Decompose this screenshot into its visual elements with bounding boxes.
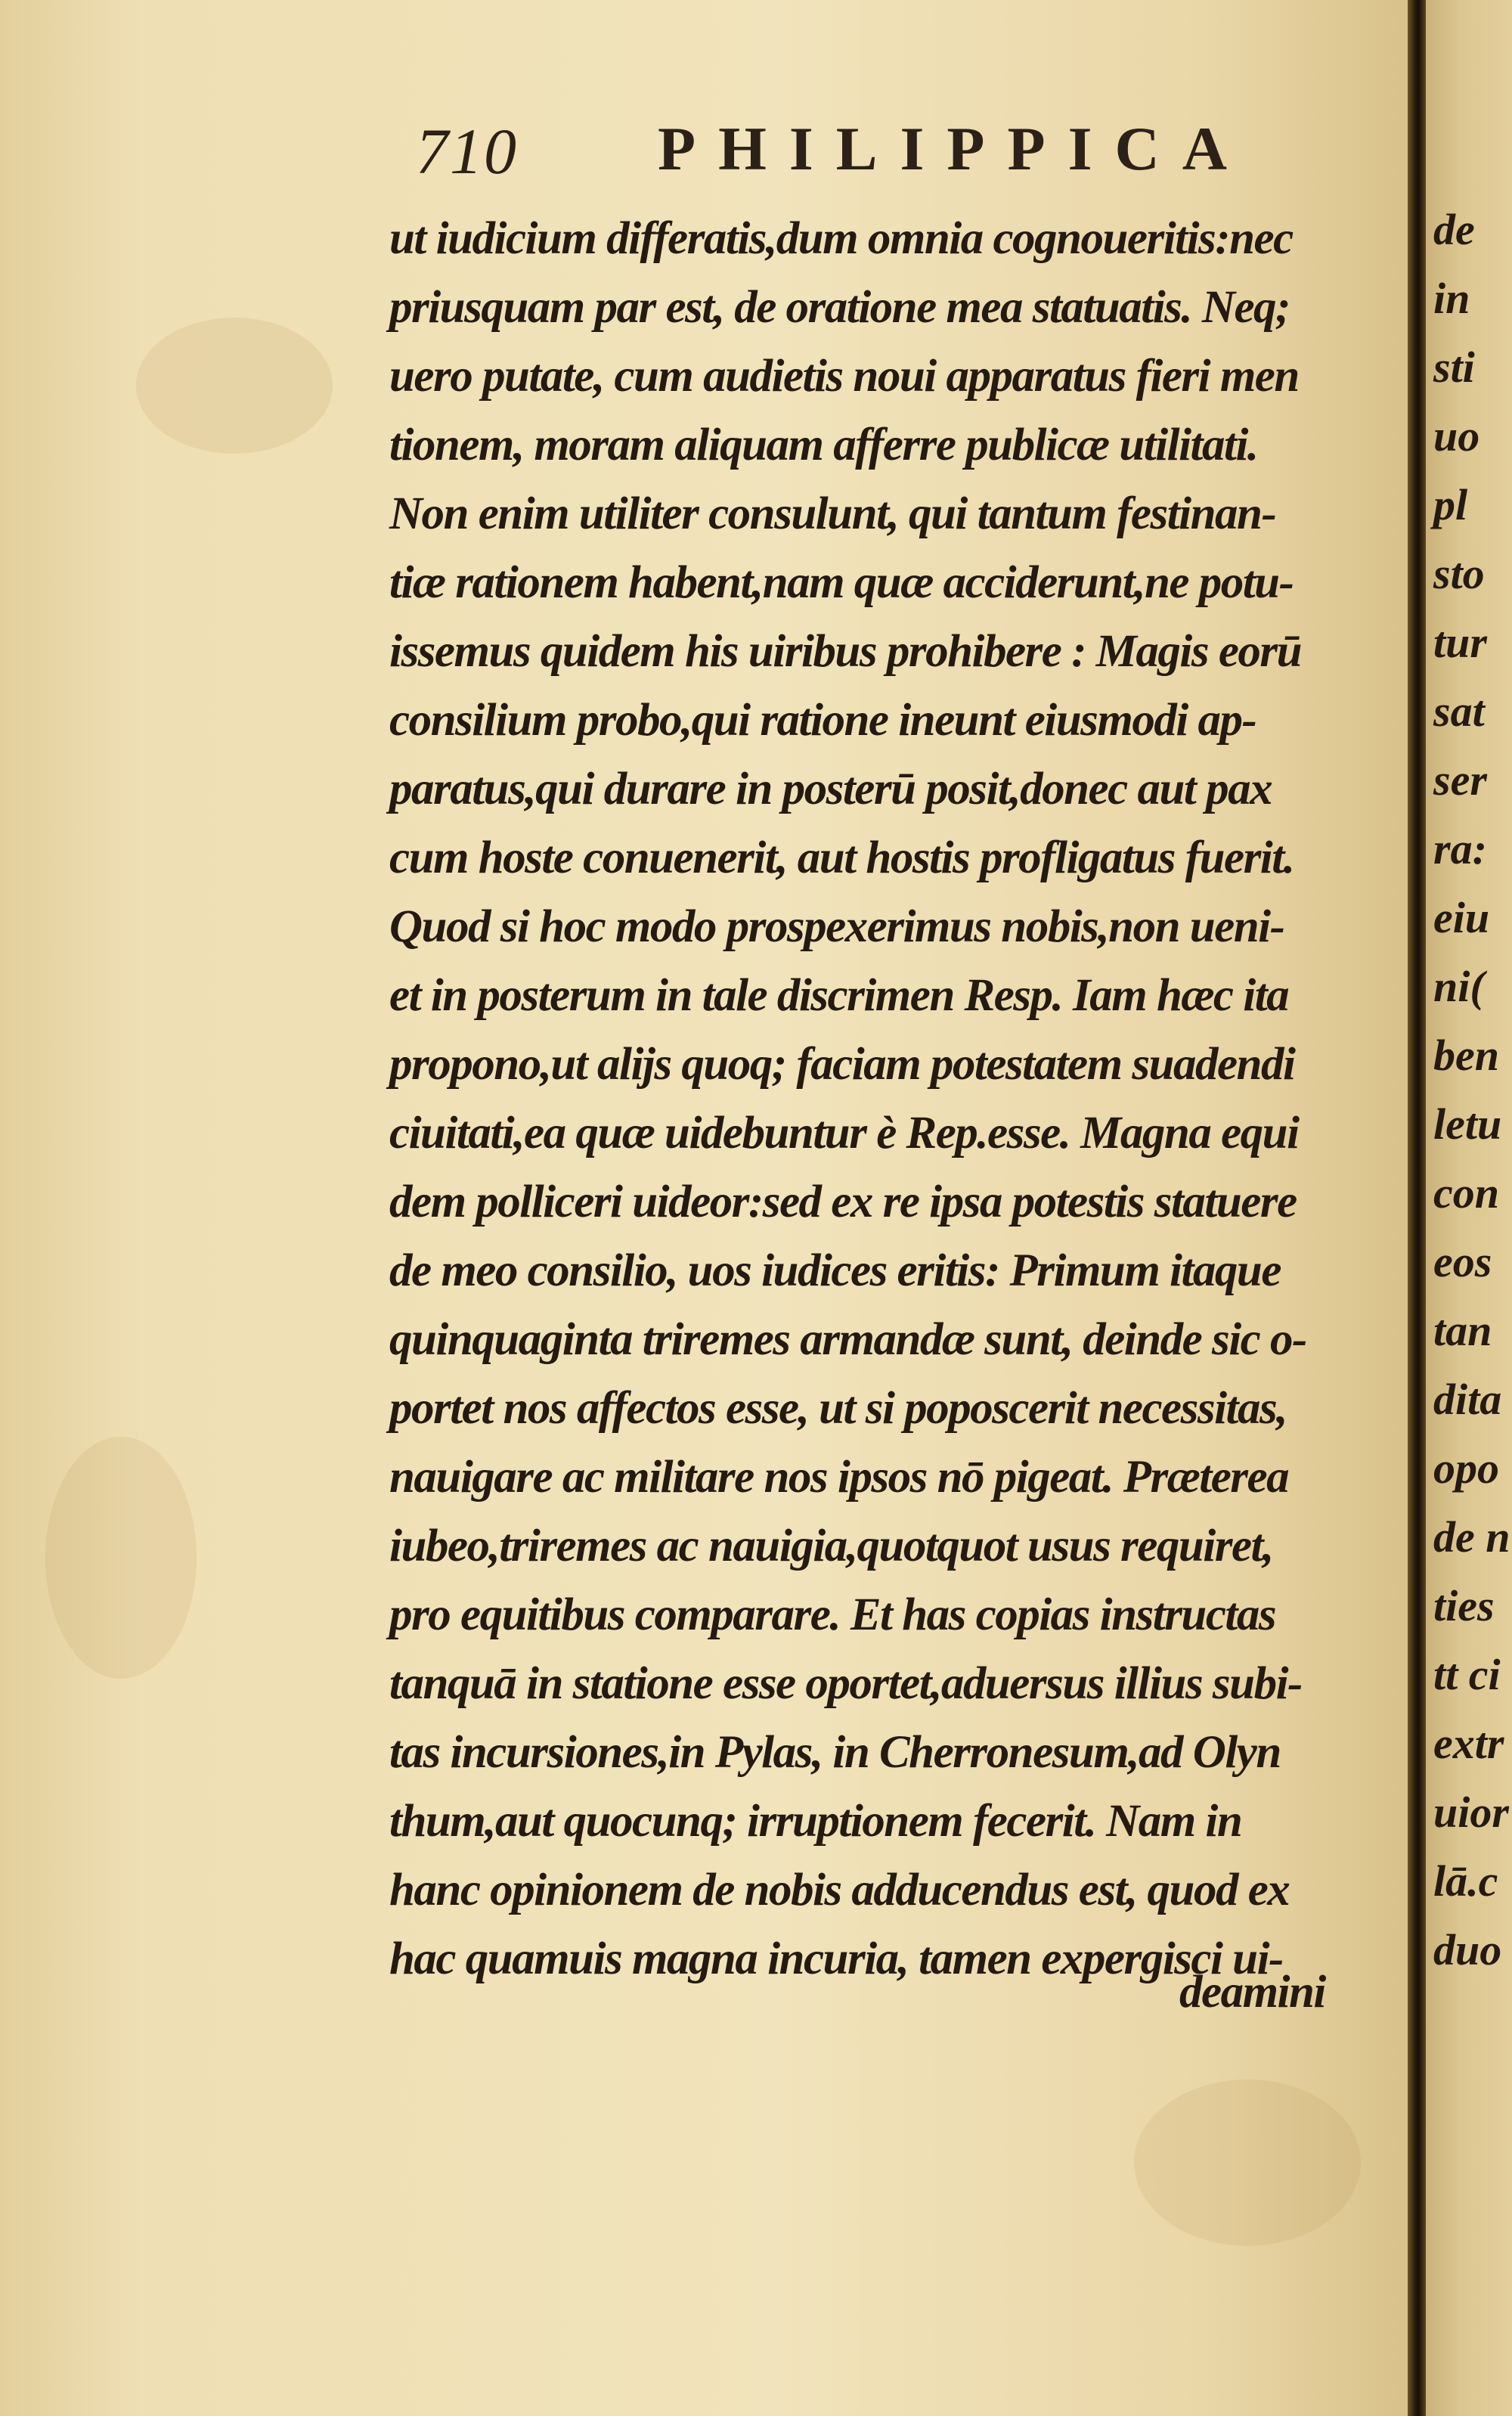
text-line: issemus quidem his uiribus prohibere : Magis eorū <box>389 626 1302 677</box>
text-line: iubeo,triremes ac nauigia,quotquot usus requiret, <box>389 1521 1273 1571</box>
adjacent-page-fragment: sti <box>1433 343 1475 392</box>
text-line: hac quamuis magna incuria, tamen expergisci ui- <box>389 1934 1283 1984</box>
text-line: tas incursiones,in Pylas, in Cherronesum,ad Olyn <box>389 1727 1281 1778</box>
adjacent-page-fragment: lā.c <box>1433 1856 1498 1906</box>
text-line: propono,ut alijs quoq; faciam potestatem suadendi <box>389 1039 1295 1090</box>
text-line: ut iudicium differatis,dum omnia cognoueritis:nec <box>389 213 1293 264</box>
adjacent-page-fragment: pl <box>1433 480 1468 529</box>
adjacent-page-fragment: ben <box>1433 1031 1499 1080</box>
adjacent-page-fragment: tur <box>1433 618 1487 667</box>
adjacent-page-fragment: extr <box>1433 1719 1504 1768</box>
text-line: paratus,qui durare in posterū posit,donec aut pax <box>389 764 1272 814</box>
adjacent-page-fragment: con <box>1433 1168 1499 1217</box>
text-line: consilium probo,qui ratione ineunt eiusmodi ap- <box>389 695 1256 746</box>
text-line: Quod si hoc modo prospexerimus nobis,non ueni- <box>389 901 1284 952</box>
page-header <box>416 113 1300 197</box>
adjacent-page-fragment: in <box>1433 274 1470 323</box>
adjacent-page-fragment: uior <box>1433 1788 1509 1837</box>
adjacent-page-fragment: ties <box>1433 1581 1495 1630</box>
text-line: priusquam par est, de oratione mea statuatis. Neq; <box>389 282 1290 333</box>
adjacent-page-fragment: duo <box>1433 1925 1502 1974</box>
text-line: dem polliceri uideor:sed ex re ipsa potestis statuere <box>389 1177 1297 1227</box>
text-line: cum hoste conuenerit, aut hostis profligatus fuerit. <box>389 833 1294 883</box>
body-text <box>389 204 1387 1993</box>
text-line: uero putate, cum audietis noui apparatus fieri men <box>389 351 1299 402</box>
adjacent-page-fragment: uo <box>1433 411 1480 461</box>
page-number: 710 <box>416 115 518 188</box>
adjacent-page-fragment: eiu <box>1433 893 1490 942</box>
text-line: de meo consilio, uos iudices eritis: Primum itaque <box>389 1245 1281 1296</box>
adjacent-page-fragment: de n <box>1433 1512 1510 1562</box>
adjacent-page-fragment: letu <box>1433 1099 1502 1149</box>
adjacent-page-fragment: de <box>1433 205 1475 254</box>
catchword: deamini <box>1179 1967 1325 2017</box>
adjacent-page-fragment: ra: <box>1433 824 1487 873</box>
adjacent-page-fragment: eos <box>1433 1237 1492 1286</box>
text-line: quinquaginta triremes armandæ sunt, deinde sic o- <box>389 1314 1306 1365</box>
adjacent-page <box>1426 0 1512 2416</box>
adjacent-page-fragment: dita <box>1433 1375 1502 1424</box>
text-line: et in posterum in tale discrimen Resp. Iam hæc ita <box>389 970 1289 1021</box>
text-line: portet nos affectos esse, ut si poposcerit necessitas, <box>389 1383 1287 1434</box>
running-title: PHILIPPICA <box>658 114 1250 183</box>
text-line: tiæ rationem habent,nam quæ acciderunt,ne potu- <box>389 557 1294 608</box>
text-line: tionem, moram aliquam afferre publicæ utilitati. <box>389 420 1258 470</box>
text-line: Non enim utiliter consulunt, qui tantum festinan- <box>389 488 1276 539</box>
adjacent-page-fragment: ser <box>1433 755 1487 805</box>
paper-stain <box>45 1437 197 1679</box>
adjacent-page-fragment: tan <box>1433 1306 1492 1355</box>
text-line: ciuitati,ea quæ uidebuntur è Rep.esse. Magna equi <box>389 1108 1299 1158</box>
adjacent-page-fragment: opo <box>1433 1444 1499 1493</box>
paper-stain <box>1134 2079 1361 2246</box>
text-line: nauigare ac militare nos ipsos nō pigeat. Præterea <box>389 1452 1289 1503</box>
text-line: pro equitibus comparare. Et has copias instructas <box>389 1589 1276 1640</box>
text-line: hanc opinionem de nobis adducendus est, quod ex <box>389 1865 1290 1915</box>
paper-stain <box>136 318 333 454</box>
adjacent-page-fragment: sto <box>1433 549 1485 598</box>
text-line: tanquā in statione esse oportet,aduersus illius subi- <box>389 1658 1302 1709</box>
book-gutter <box>1408 0 1426 2416</box>
adjacent-page-fragment: sat <box>1433 687 1485 736</box>
adjacent-page-fragment: tt ci <box>1433 1650 1501 1699</box>
adjacent-page-fragment: ni( <box>1433 962 1485 1011</box>
text-line: thum,aut quocunq; irruptionem fecerit. Nam in <box>389 1796 1242 1847</box>
